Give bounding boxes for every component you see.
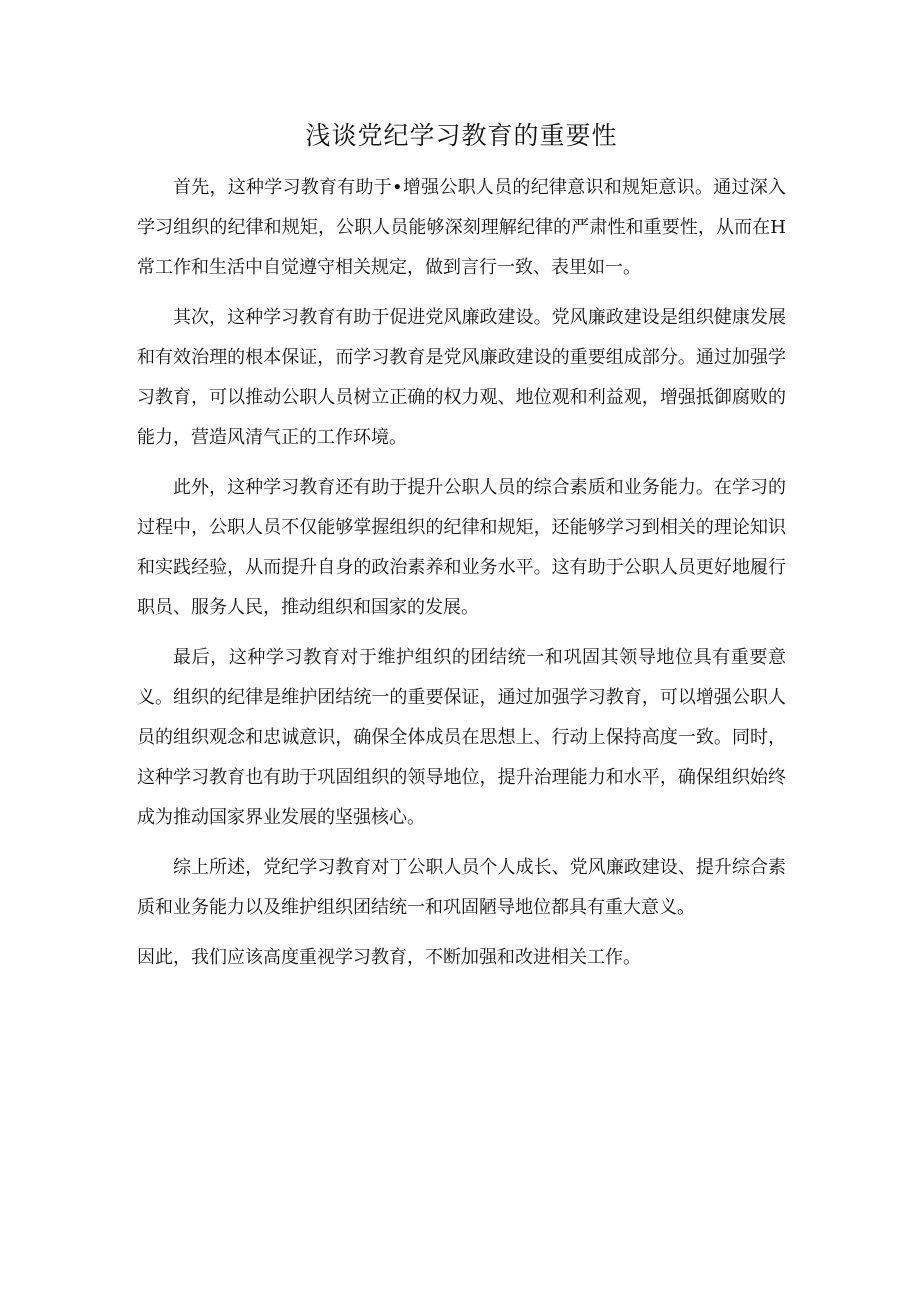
paragraph-2: 其次，这种学习教育有助于促进党风廉政建设。党风廉政建设是组织健康发展和有效治理的根本保证，而学习教育是党风廉政建设的重要组成部分。通过加强学习教育，可以推动公职人员树立正确的权力观、地位观和利益观，增强抵御腐败的能力，营造风清气正的工作环境。 <box>137 307 786 448</box>
paragraph-5: 综上所述，党纪学习教育对丁公职人员个人成长、党风廉政建设、提升综合素质和业务能力以及维护组织团结统一和巩固陋导地位都具有重大意义。 <box>137 857 786 918</box>
paragraph-3: 此外，这种学习教育还有助于提升公职人员的综合素质和业务能力。在学习的过程中，公职人员不仅能够掌握组织的纪律和规矩，还能够学习到相关的理论知识和实践经验，从而提升自身的政治素养和业务水平。这有助于公职人员更好地履行职员、服务人民，推动组织和国家的发展。 <box>137 477 786 618</box>
paragraph-4: 最后，这种学习教育对于维护组织的团结统一和巩固其领导地位具有重要意义。组织的纪律是维护团结统一的重要保证，通过加强学习教育，可以增强公职人员的组织观念和忠诚意识，确保全体成员在思想上、行动上保持高度一致。同时，这种学习教育也有助于巩固组织的领导地位，提升治理能力和水平，确保组织始终成为推动国家界业发展的坚强核心。 <box>137 647 786 828</box>
document-title: 浅谈党纪学习教育的重要性 <box>305 121 618 150</box>
paragraph-1: 首先，这种学习教育有助于•增强公职人员的纪律意识和规矩意识。通过深入学习组织的纪律和规矩，公职人员能够深刻理解纪律的严肃性和重要性，从而在H常工作和生活中自觉遵守相关规定，做到言行一致、表里如一。 <box>137 177 786 278</box>
closing-paragraph: 因此，我们应该高度重视学习教育，不断加强和改进相关工作。 <box>137 947 641 968</box>
